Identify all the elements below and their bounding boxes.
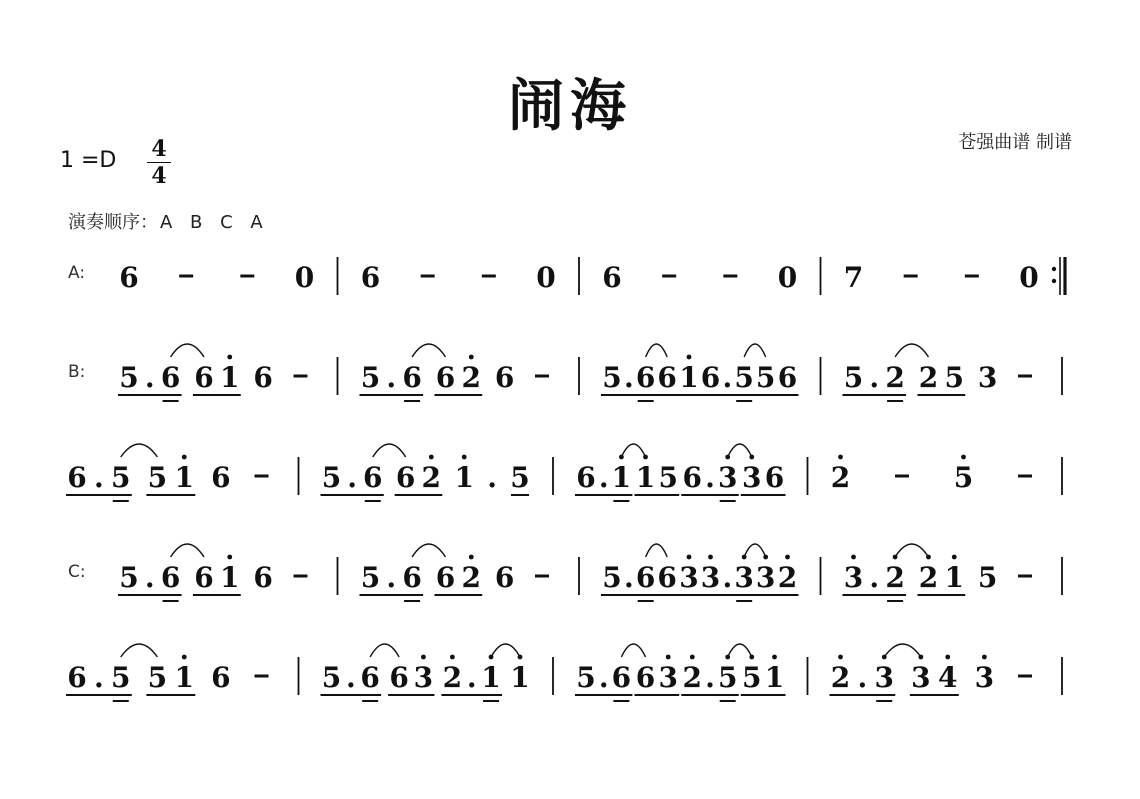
octave-dot <box>227 355 232 360</box>
note: 5 <box>755 361 776 394</box>
note: 6 <box>635 361 656 394</box>
note: 3 <box>874 661 894 694</box>
note: 2 <box>421 461 442 494</box>
note: 6 <box>657 561 677 594</box>
note: 6 <box>253 361 273 394</box>
octave-dot <box>945 655 950 660</box>
key-signature: 1 =D <box>60 148 117 173</box>
section-label-a: A: <box>68 263 86 283</box>
note: 2 <box>885 561 905 594</box>
octave-dot <box>227 555 232 560</box>
note: 5 <box>843 361 864 394</box>
note: 6 <box>402 361 422 394</box>
dot-mark: . <box>705 661 715 694</box>
note: 5 <box>576 661 596 694</box>
note: 6 <box>602 261 622 294</box>
octave-dot <box>725 455 730 460</box>
octave-dot <box>687 555 692 560</box>
slur <box>884 644 921 657</box>
note: 0 <box>1019 261 1039 294</box>
note: 5 <box>602 561 622 594</box>
slur <box>373 444 406 457</box>
note: 5 <box>953 461 974 494</box>
slur <box>646 544 668 557</box>
slur <box>171 544 204 557</box>
dot-mark: . <box>857 661 868 694</box>
note: 3 <box>977 361 998 394</box>
note: 6 <box>611 661 632 694</box>
note: 7 <box>843 261 864 294</box>
octave-dot <box>690 655 695 660</box>
octave-dot <box>469 555 474 560</box>
note: 3 <box>974 661 995 694</box>
note: 1 <box>635 461 656 494</box>
note: 5 <box>111 461 131 494</box>
octave-dot <box>725 655 730 660</box>
note: 6 <box>395 461 416 494</box>
note: 5 <box>360 361 381 394</box>
note: 6 <box>389 661 409 694</box>
dot-mark: . <box>144 561 155 594</box>
note: 6 <box>160 361 181 394</box>
dot-mark: . <box>598 461 609 494</box>
note: 3 <box>717 461 738 494</box>
slur <box>412 344 445 357</box>
note: 6 <box>435 561 456 594</box>
dot-mark: . <box>722 561 733 594</box>
note: 5 <box>602 361 622 394</box>
note: 1 <box>174 461 194 494</box>
note: 3 <box>843 561 864 594</box>
note: 5 <box>734 361 754 394</box>
slur <box>621 644 645 657</box>
octave-dot <box>708 555 713 560</box>
play-order-sequence: A B C A <box>160 212 269 233</box>
note: 1 <box>220 361 240 394</box>
note: 0 <box>536 261 556 294</box>
note: 6 <box>360 661 380 694</box>
note: 5 <box>119 361 139 394</box>
octave-dot <box>851 555 856 560</box>
note: 5 <box>147 661 168 694</box>
note: 5 <box>658 461 678 494</box>
octave-dot <box>182 455 187 460</box>
note: 1 <box>764 661 785 694</box>
note: 2 <box>830 661 851 694</box>
note: 1 <box>510 661 530 694</box>
note: 6 <box>211 461 231 494</box>
note: 0 <box>777 261 798 294</box>
note: 2 <box>777 561 798 594</box>
octave-dot <box>421 655 426 660</box>
note: 2 <box>461 361 481 394</box>
note: 6 <box>435 361 456 394</box>
slur <box>728 644 752 657</box>
note: 3 <box>755 561 776 594</box>
octave-dot <box>772 655 777 660</box>
dot-mark: . <box>869 561 880 594</box>
octave-dot <box>961 455 966 460</box>
time-signature-bottom: 4 <box>151 163 167 189</box>
dot-mark: . <box>144 361 155 394</box>
note: 6 <box>777 361 798 394</box>
note: 2 <box>918 561 939 594</box>
note: 6 <box>211 661 231 694</box>
octave-dot <box>838 655 843 660</box>
note: 6 <box>119 261 139 294</box>
note: 2 <box>682 661 703 694</box>
slur <box>621 444 645 457</box>
dot-mark: . <box>94 461 104 494</box>
note: 2 <box>442 661 463 694</box>
note: 1 <box>679 361 699 394</box>
note: 3 <box>700 561 721 594</box>
octave-dot <box>429 455 434 460</box>
note: 5 <box>977 561 998 594</box>
note: 1 <box>944 561 964 594</box>
note: 1 <box>174 661 194 694</box>
note: 3 <box>679 561 699 594</box>
dot-mark: . <box>705 461 715 494</box>
slur <box>491 644 520 657</box>
note: 1 <box>481 661 501 694</box>
note: 6 <box>494 561 515 594</box>
octave-dot <box>982 655 987 660</box>
slur <box>121 644 158 657</box>
note: 5 <box>742 661 762 694</box>
note: 3 <box>413 661 434 694</box>
dot-mark: . <box>94 661 104 694</box>
octave-dot <box>450 655 455 660</box>
dot-mark: . <box>623 561 634 594</box>
note: 6 <box>67 461 87 494</box>
dot-mark: . <box>623 361 634 394</box>
dot-mark: . <box>466 661 477 694</box>
note: 1 <box>220 561 240 594</box>
note: 6 <box>160 561 181 594</box>
slur <box>171 344 204 357</box>
slur <box>895 544 928 557</box>
note: 5 <box>944 361 964 394</box>
note: 6 <box>635 561 656 594</box>
note: 3 <box>911 661 931 694</box>
note: 5 <box>510 461 530 494</box>
note: 2 <box>918 361 939 394</box>
repeat-dot <box>1052 267 1056 271</box>
note: 5 <box>321 461 342 494</box>
dot-mark: . <box>386 561 397 594</box>
time-signature-top: 4 <box>151 136 167 162</box>
dot-mark: . <box>722 361 733 394</box>
note: 5 <box>717 661 738 694</box>
note: 4 <box>938 661 958 694</box>
note: 3 <box>742 461 762 494</box>
octave-dot <box>687 355 692 360</box>
octave-dot <box>785 555 790 560</box>
octave-dot <box>469 355 474 360</box>
note: 3 <box>658 661 678 694</box>
dot-mark: . <box>347 461 358 494</box>
note: 6 <box>764 461 785 494</box>
play-order-label: 演奏顺序： <box>68 212 158 233</box>
section-label-b: B: <box>68 362 86 382</box>
note: 5 <box>321 661 342 694</box>
slur <box>646 344 668 357</box>
note: 1 <box>454 461 474 494</box>
note: 2 <box>885 361 905 394</box>
note: 6 <box>635 661 656 694</box>
slur <box>744 344 766 357</box>
dot-mark: . <box>487 461 497 494</box>
slur <box>370 644 399 657</box>
note: 6 <box>360 261 381 294</box>
note: 6 <box>657 361 677 394</box>
note: 6 <box>700 361 721 394</box>
octave-dot <box>182 655 187 660</box>
slur <box>895 344 928 357</box>
note: 6 <box>194 361 214 394</box>
note: 6 <box>682 461 703 494</box>
note: 1 <box>611 461 632 494</box>
note: 5 <box>360 561 381 594</box>
song-title: 闹海 <box>508 74 632 139</box>
octave-dot <box>666 655 671 660</box>
dot-mark: . <box>386 361 397 394</box>
dot-mark: . <box>869 361 880 394</box>
octave-dot <box>952 555 957 560</box>
section-label-c: C: <box>68 562 86 582</box>
note: 0 <box>294 261 315 294</box>
slur <box>744 544 766 557</box>
note: 5 <box>147 461 168 494</box>
note: 6 <box>494 361 515 394</box>
slur <box>121 444 158 457</box>
octave-dot <box>838 455 843 460</box>
note: 2 <box>830 461 851 494</box>
note: 3 <box>734 561 754 594</box>
note: 6 <box>576 461 596 494</box>
note: 6 <box>253 561 273 594</box>
note: 2 <box>461 561 481 594</box>
slur <box>412 544 445 557</box>
dot-mark: . <box>345 661 356 694</box>
repeat-dot <box>1052 279 1056 283</box>
arranger-credit: 苍强曲谱 制谱 <box>958 132 1072 153</box>
dot-mark: . <box>598 661 609 694</box>
note: 5 <box>119 561 139 594</box>
note: 6 <box>363 461 383 494</box>
note: 6 <box>194 561 214 594</box>
note: 6 <box>67 661 87 694</box>
note: 6 <box>402 561 422 594</box>
octave-dot <box>462 455 467 460</box>
note: 5 <box>111 661 131 694</box>
slur <box>728 444 752 457</box>
